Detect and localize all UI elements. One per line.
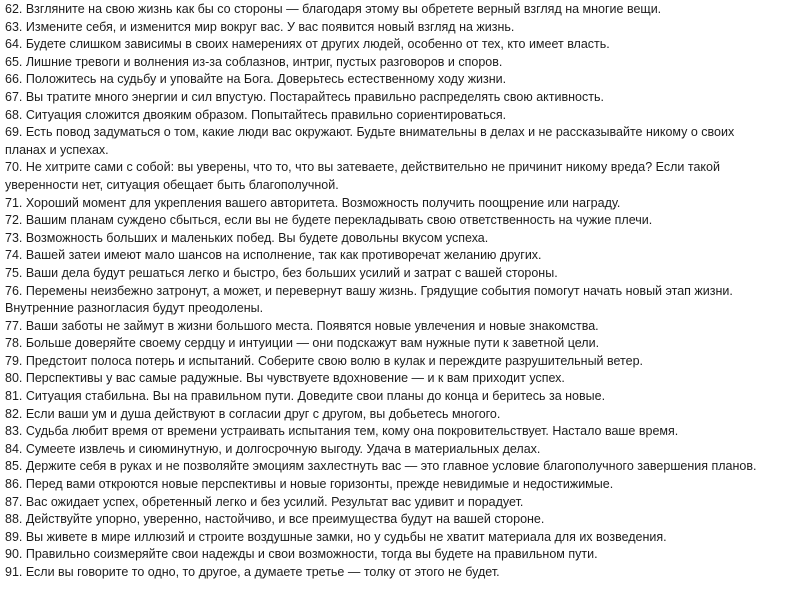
list-item: 71. Хороший момент для укрепления вашего авторитета. Возможность получить поощрение или награду. <box>5 195 621 210</box>
list-item: 81. Ситуация стабильна. Вы на правильном пути. Доведите свои планы до конца и беритесь за новые. <box>5 389 606 404</box>
list-item: 83. Судьба любит время от времени устраивать испытания тем, кому она покровительствует. Настало ваше время. <box>5 424 679 439</box>
list-item: 85. Держите себя в руках и не позволяйте эмоциям захлестнуть вас — это главное условие благополучного завершения планов. <box>5 459 757 474</box>
list-item: 82. Если ваши ум и душа действуют в согласии друг с другом, вы добьетесь многого. <box>5 406 501 421</box>
list-item: 64. Будете слишком зависимы в своих намерениях от других людей, особенно от тех, кто имеет власть. <box>5 37 610 52</box>
list-item: 89. Вы живете в мире иллюзий и строите воздушные замки, но у судьбы не хватит материала для их возведения. <box>5 529 667 544</box>
list-item: 77. Ваши заботы не займут в жизни большого места. Появятся новые увлечения и новые знакомства. <box>5 318 599 333</box>
list-item: 62. Взгляните на свою жизнь как бы со стороны — благодаря этому вы обретете верный взгляд на многие вещи. <box>5 2 662 16</box>
list-item: 68. Ситуация сложится двояким образом. Попытайтесь правильно сориентироваться. <box>5 107 507 122</box>
list-item: 84. Сумеете извлечь и сиюминутную, и долгосрочную выгоду. Удача в материальных делах. <box>5 441 541 456</box>
list-item: 88. Действуйте упорно, уверенно, настойчиво, и все преимущества будут на вашей стороне. <box>5 512 545 527</box>
list-item: 78. Больше доверяйте своему сердцу и интуиции — они подскажут вам нужные пути к заветной цели. <box>5 336 600 351</box>
list-item: 73. Возможность больших и маленьких побед. Вы будете довольны вкусом успеха. <box>5 230 489 245</box>
list-item: 63. Измените себя, и изменится мир вокруг вас. У вас появится новый взгляд на жизнь. <box>5 19 515 34</box>
list-item: 70. Не хитрите сами с собой: вы уверены, что то, что вы затеваете, действительно не причинит никому вреда? Если такой уверенности нет, ситуация обещает быть благополучной. <box>5 160 720 192</box>
list-item: 69. Есть повод задуматься о том, какие люди вас окружают. Будьте внимательны в делах и не рассказывайте никому о своих планах и успехах. <box>5 125 735 157</box>
list-item: 65. Лишние тревоги и волнения из-за соблазнов, интриг, пустых разговоров и споров. <box>5 54 503 69</box>
list-item: 75. Ваши дела будут решаться легко и быстро, без больших усилий и затрат с вашей стороны. <box>5 265 558 280</box>
list-item: 91. Если вы говорите то одно, то другое, а думаете третье — толку от этого не будет. <box>5 565 500 579</box>
list-item: 66. Положитесь на судьбу и уповайте на Бога. Доверьтесь естественному ходу жизни. <box>5 72 507 87</box>
list-item: 67. Вы тратите много энергии и сил впустую. Постарайтесь правильно распределять свою активность. <box>5 89 604 104</box>
list-item: 80. Перспективы у вас самые радужные. Вы чувствуете вдохновение — и к вам приходит успех. <box>5 371 565 386</box>
list-item: 90. Правильно соизмеряйте свои надежды и свои возможности, тогда вы будете на правильном пути. <box>5 547 598 562</box>
list-item: 79. Предстоит полоса потерь и испытаний. Соберите свою волю в кулак и переждите разрушительный ветер. <box>5 353 644 368</box>
list-item: 86. Перед вами откроются новые перспективы и новые горизонты, прежде невидимые и недостижимые. <box>5 477 614 492</box>
list-item: 74. Вашей затеи имеют мало шансов на исполнение, так как противоречат желанию других. <box>5 248 542 263</box>
list-item: 76. Перемены неизбежно затронут, а может, и перевернут вашу жизнь. Грядущие события помогут начать новый этап жизни. Внутренние разногласия будут преодолены. <box>5 283 733 316</box>
list-item: 72. Вашим планам суждено сбыться, если вы не будете перекладывать свою ответственность на чужие плечи. <box>5 213 653 228</box>
list-item: 87. Вас ожидает успех, обретенный легко и без усилий. Результат вас удивит и порадует. <box>5 494 524 509</box>
